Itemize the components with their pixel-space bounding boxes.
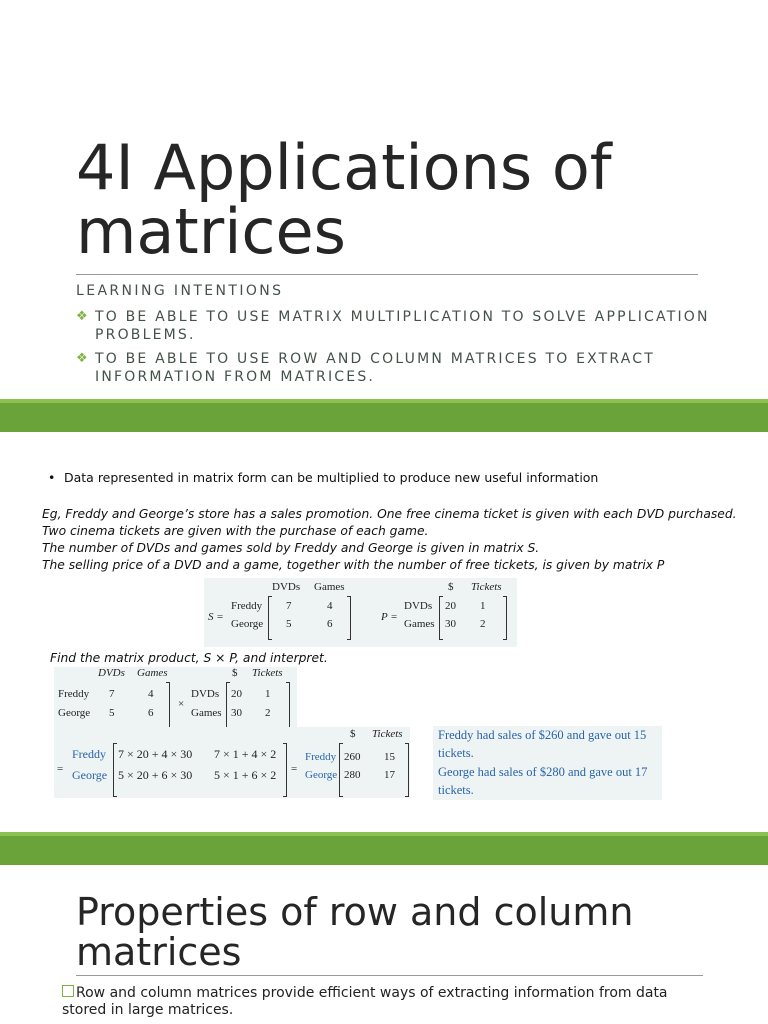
learning-intention-text: TO BE ABLE TO USE ROW AND COLUMN MATRICES TO EXTRACT INFORMATION FROM MATRICES. [95, 351, 656, 385]
learning-intention-item [76, 350, 716, 386]
expanded-cell: 7 × 1 + 4 × 2 [214, 747, 277, 761]
example-line: The selling price of a DVD and a game, together with the number of free tickets, is given by matrix P [42, 558, 665, 572]
matrix-cell: 6 [148, 707, 154, 719]
left-bracket [268, 596, 272, 640]
matrices-s-p-figure [204, 578, 517, 647]
row-label: DVDs [191, 688, 220, 700]
matrix-s-label: S = [208, 611, 224, 623]
column-header: Tickets [252, 667, 283, 679]
interpretation-line: Freddy had sales of $260 and gave out 15 [438, 728, 647, 742]
square-bullet-icon [62, 985, 74, 997]
right-bracket [286, 682, 290, 728]
left-bracket [113, 743, 117, 797]
result-cell: 17 [384, 769, 395, 781]
example-line: Two cinema tickets are given with the purchase of each game. [42, 524, 429, 538]
result-column-header: Tickets [372, 728, 403, 740]
title-divider [76, 274, 698, 275]
right-bracket [347, 596, 351, 640]
row-label: George [305, 769, 338, 781]
right-bracket [503, 596, 507, 640]
interpretation-line: George had sales of $280 and gave out 17 [438, 765, 648, 779]
left-bracket [439, 596, 443, 640]
interpretation-line: tickets. [438, 746, 474, 760]
product-setup-figure [54, 667, 297, 733]
example-line: Eg, Freddy and George’s store has a sales promotion. One free cinema ticket is given with each DVD purchased. [42, 507, 737, 521]
result-cell: 260 [344, 751, 361, 763]
diamond-bullet-icon: ❖ [76, 309, 90, 324]
matrix-cell: 1 [480, 600, 486, 612]
matrix-cell: 2 [265, 707, 271, 719]
matrix-s-column-header: Games [314, 581, 345, 593]
learning-intentions-heading: LEARNING INTENTIONS [76, 283, 284, 299]
matrix-cell: 20 [231, 688, 242, 700]
diamond-bullet-icon: ❖ [76, 351, 90, 366]
learning-intention-text: TO BE ABLE TO USE MATRIX MULTIPLICATION TO SOLVE APPLICATION PROBLEMS. [95, 309, 710, 343]
matrix-s-column-header: DVDs [272, 581, 301, 593]
left-bracket [339, 743, 343, 797]
column-header: Games [137, 667, 168, 679]
matrix-cell: 30 [231, 707, 242, 719]
matrix-p-column-header: Tickets [471, 581, 502, 593]
interpretation-box [433, 726, 662, 800]
row-label: George [72, 768, 108, 782]
matrix-cell: 7 [286, 600, 292, 612]
equals-symbol: = [291, 763, 298, 775]
example-line: The number of DVDs and games sold by Freddy and George is given in matrix S. [42, 541, 540, 555]
equals-symbol: = [57, 763, 64, 775]
title-divider [76, 975, 703, 976]
matrix-cell: 4 [327, 600, 333, 612]
right-bracket [405, 743, 409, 797]
bullet-dot-icon: • [48, 470, 56, 485]
find-product-instruction: Find the matrix product, S × P, and interpret. [50, 651, 328, 665]
expanded-cell: 5 × 1 + 6 × 2 [214, 768, 277, 782]
matrix-cell: 5 [286, 618, 292, 630]
learning-intention-item [76, 308, 716, 344]
matrix-cell: 4 [148, 688, 154, 700]
product-result-figure [54, 727, 410, 798]
matrix-cell: 20 [445, 600, 456, 612]
result-column-header: $ [350, 728, 356, 740]
interpretation-line: tickets. [438, 783, 474, 797]
body-text: Row and column matrices provide efficient ways of extracting information from data stored in large matrices. [62, 985, 668, 1018]
row-label: Freddy [305, 751, 337, 763]
matrix-s-row-label: George [231, 618, 264, 630]
expanded-cell: 5 × 20 + 6 × 30 [118, 768, 193, 782]
slide-title: 4I Applications of matrices [76, 131, 612, 268]
result-cell: 280 [344, 769, 361, 781]
matrix-p-label: P = [381, 611, 398, 623]
matrix-cell: 30 [445, 618, 456, 630]
column-header: $ [232, 667, 238, 679]
matrix-cell: 2 [480, 618, 486, 630]
expanded-cell: 7 × 20 + 4 × 30 [118, 747, 193, 761]
matrix-p-row-label: DVDs [404, 600, 433, 612]
matrix-cell: 6 [327, 618, 333, 630]
row-label: George [58, 707, 91, 719]
bullet-point [48, 470, 598, 485]
right-bracket [166, 682, 170, 728]
matrix-s-row-label: Freddy [231, 600, 263, 612]
matrix-cell: 1 [265, 688, 271, 700]
row-label: Freddy [72, 747, 106, 761]
body-paragraph [62, 985, 712, 1019]
slide-title: Properties of row and column matrices [76, 890, 634, 974]
slide-separator-band [0, 399, 768, 432]
matrix-cell: 7 [109, 688, 115, 700]
left-bracket [226, 682, 230, 728]
right-bracket [283, 743, 287, 797]
bullet-text: Data represented in matrix form can be multiplied to produce new useful information [64, 470, 599, 485]
result-cell: 15 [384, 751, 395, 763]
matrix-p-column-header: $ [448, 581, 454, 593]
slide-separator-band [0, 832, 768, 865]
column-header: DVDs [98, 667, 125, 679]
matrix-p-row-label: Games [404, 618, 435, 630]
times-symbol: × [178, 698, 185, 710]
row-label: Games [191, 707, 222, 719]
row-label: Freddy [58, 688, 90, 700]
matrix-cell: 5 [109, 707, 115, 719]
